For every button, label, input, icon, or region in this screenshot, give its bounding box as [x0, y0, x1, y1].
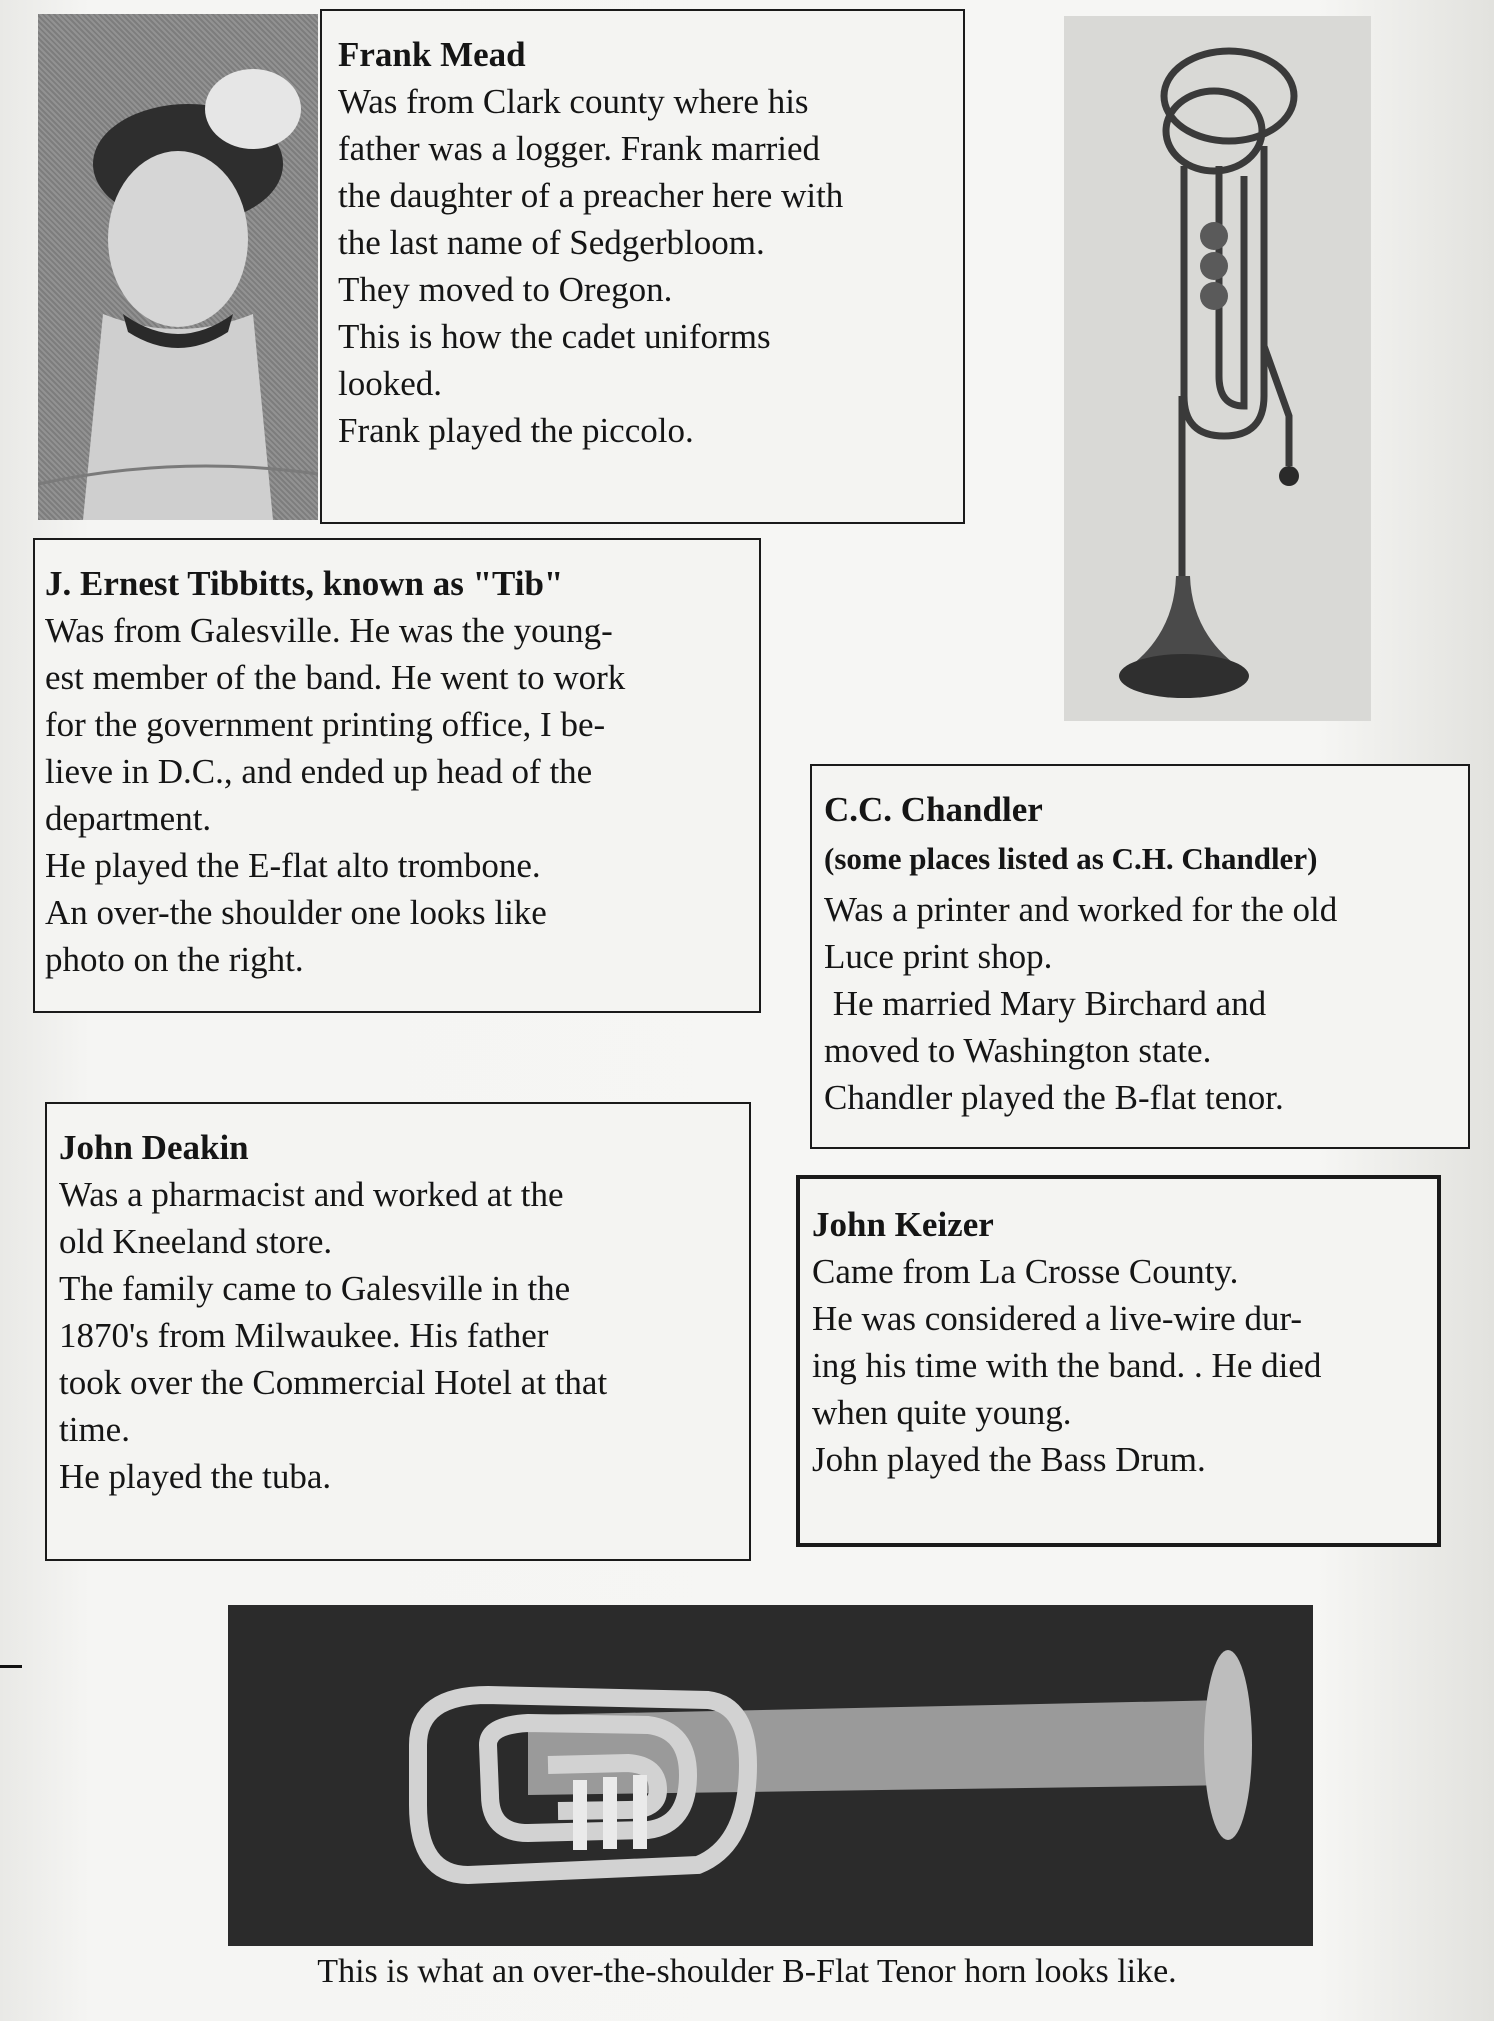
deakin-box	[45, 1102, 751, 1561]
frank-mead-box	[320, 9, 965, 524]
keizer-line: Came from La Crosse County.	[812, 1252, 1239, 1291]
tibbitts-line: est member of the band. He went to work	[45, 658, 626, 697]
chandler-line: Luce print shop.	[824, 937, 1053, 976]
frank-mead-line: They moved to Oregon.	[338, 270, 673, 309]
tibbitts-line: department.	[45, 799, 212, 838]
keizer-line: when quite young.	[812, 1393, 1072, 1432]
deakin-line: old Kneeland store.	[59, 1222, 333, 1261]
frank-mead-name: Frank Mead	[338, 35, 526, 74]
frank-mead-line: Was from Clark county where his	[338, 82, 809, 121]
tibbitts-line: Was from Galesville. He was the young-	[45, 611, 613, 650]
chandler-subtitle: (some places listed as C.H. Chandler)	[824, 841, 1318, 876]
keizer-box	[796, 1175, 1441, 1547]
tibbitts-box	[33, 538, 761, 1013]
deakin-line: time.	[59, 1410, 130, 1449]
keizer-line: ing his time with the band. . He died	[812, 1346, 1322, 1385]
tibbitts-line: An over-the shoulder one looks like	[45, 893, 547, 932]
tenor-horn-illustration	[228, 1605, 1313, 1946]
frank-mead-line: Frank played the piccolo.	[338, 411, 694, 450]
frank-mead-line: looked.	[338, 364, 443, 403]
chandler-line: moved to Washington state.	[824, 1031, 1212, 1070]
portrait-photo	[38, 14, 318, 520]
deakin-line: 1870's from Milwaukee. His father	[59, 1316, 549, 1355]
deakin-line: He played the tuba.	[59, 1457, 332, 1496]
chandler-name: C.C. Chandler	[824, 790, 1043, 829]
keizer-name: John Keizer	[812, 1205, 994, 1244]
deakin-name: John Deakin	[59, 1128, 249, 1167]
tenor-horn-photo	[228, 1605, 1313, 1946]
portrait-illustration	[38, 14, 318, 520]
page-fold-mark	[0, 1665, 22, 1668]
frank-mead-line: This is how the cadet uniforms	[338, 317, 771, 356]
tibbitts-line: for the government printing office, I be-	[45, 705, 606, 744]
tibbitts-line: He played the E-flat alto trombone.	[45, 846, 541, 885]
chandler-box	[810, 764, 1470, 1149]
keizer-line: He was considered a live-wire dur-	[812, 1299, 1303, 1338]
horn-caption: This is what an over-the-shoulder B-Flat Tenor horn looks like.	[317, 1953, 1177, 1990]
deakin-line: Was a pharmacist and worked at the	[59, 1175, 564, 1214]
chandler-line: He married Mary Birchard and	[824, 984, 1267, 1023]
alto-trombone-illustration	[1064, 16, 1371, 721]
frank-mead-line: father was a logger. Frank married	[338, 129, 821, 168]
chandler-line: Was a printer and worked for the old	[824, 890, 1338, 929]
tibbitts-name: J. Ernest Tibbitts, known as "Tib"	[45, 564, 564, 603]
tibbitts-line: lieve in D.C., and ended up head of the	[45, 752, 593, 791]
frank-mead-line: the last name of Sedgerbloom.	[338, 223, 765, 262]
tibbitts-line: photo on the right.	[45, 940, 304, 979]
keizer-line: John played the Bass Drum.	[812, 1440, 1206, 1479]
deakin-line: The family came to Galesville in the	[59, 1269, 571, 1308]
alto-trombone-photo	[1064, 16, 1371, 721]
frank-mead-line: the daughter of a preacher here with	[338, 176, 844, 215]
chandler-line: Chandler played the B-flat tenor.	[824, 1078, 1284, 1117]
deakin-line: took over the Commercial Hotel at that	[59, 1363, 608, 1402]
